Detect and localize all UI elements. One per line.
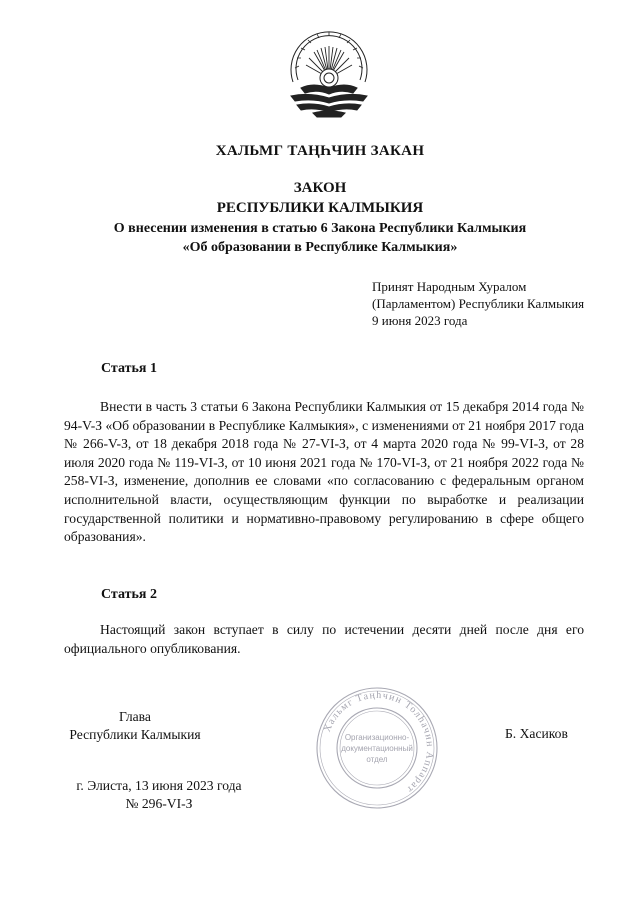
article1-text: Внести в часть 3 статьи 6 Закона Республики Калмыкия от 15 декабря 2014 года № 94-V-З «Об образовании в Республике Калмыкия», с изменениями от 21 ноября 2017 года № 266-V-З, от 18 декабря 2018 года № 27-VI-З, от 4 марта 2020 года № 99-VI-З, от 28 июля 2020 года № 119-VI-З, от 10 июня 2021 года № 170-VI-З, от 21 ноября 2022 года № 258-VI-З, изменение, дополнив ее словами «по согласованию с федеральным органом исполнительной власти, осуществляющим функции по выработке и реализации государственной политики и нормативно-правовому регулированию в сфере общего образования». [64,399,584,545]
seal-inner-line2: документационный [341,744,413,753]
adoption-date: 9 июня 2023 года [372,313,468,328]
kalmyk-law-title: ХАЛЬМГ ТАҢҺЧИН ЗАКАН [215,143,425,159]
article2-heading: Статья 2 [101,587,157,602]
signatory-name: Б. Хасиков [505,726,568,741]
signatory-title [60,708,210,744]
article2-text: Настоящий закон вступает в силу по истечении десяти дней после дня его официального опубликования. [64,622,584,656]
seal-inner-line1: Организационно- [344,733,410,742]
kalmykia-emblem-icon [283,18,375,118]
official-seal-stamp [312,683,442,813]
law-number: № 296-VI-З [125,796,193,811]
signatory-title-line2: Республики Калмыкия [69,727,201,742]
adoption-line2: (Парламентом) Республики Калмыкия [372,296,585,311]
law-subject-line2: «Об образовании в Республике Калмыкия» [182,240,458,255]
adoption-note [372,278,584,329]
place-date-line: г. Элиста, 13 июня 2023 года [76,778,242,793]
seal-inner-line3: отдел [366,755,388,764]
signatory-title-line1: Глава [119,709,151,724]
place-and-date [64,777,254,813]
law-subject-line1: О внесении изменения в статью 6 Закона Республики Калмыкия [113,221,527,236]
article1-heading: Статья 1 [101,361,157,376]
republic-heading: РЕСПУБЛИКИ КАЛМЫКИЯ [216,200,424,216]
law-heading: ЗАКОН [293,180,347,196]
seal-outer-text: Хальмг Таңһчин Толһачин Аппарат [321,689,436,796]
adoption-line1: Принят Народным Хуралом [372,279,527,294]
